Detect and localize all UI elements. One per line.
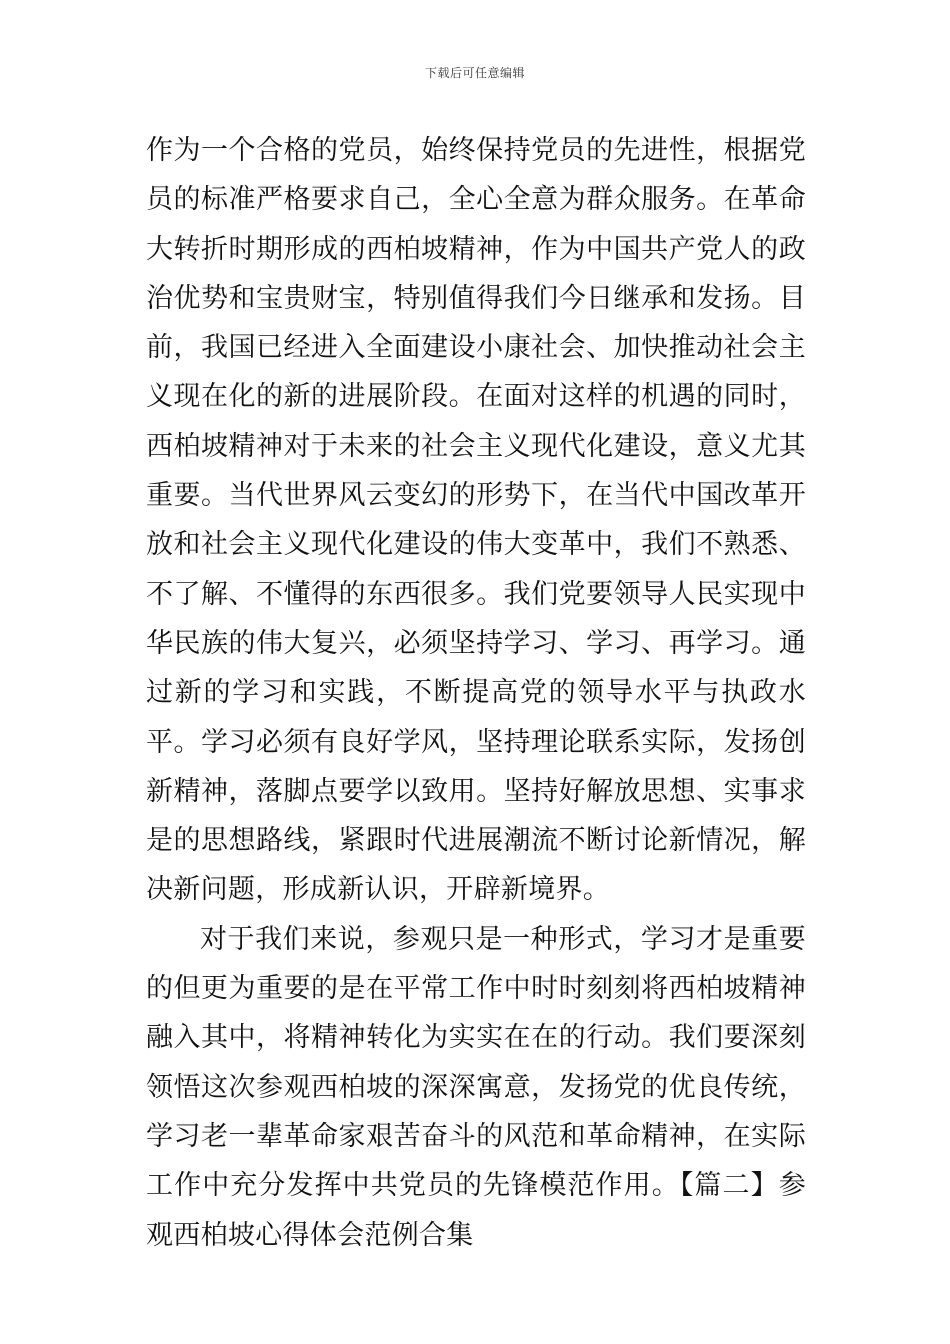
paragraph-2: 对于我们来说，参观只是一种形式，学习才是重要的但更为重要的是在平常工作中时时刻刻将西柏坡精神融入其中，将精神转化为实实在在的行动。我们要深刻领悟这次参观西柏坡的深深寓意，发扬党的优良传统，学习老一辈革命家艰苦奋斗的风范和革命精神，在实际工作中充分发挥中共党员的先锋模范作用。【篇二】参观西柏坡心得体会范例合集 [146, 923, 806, 1251]
page-header: 下载后可任意编辑 [424, 66, 525, 80]
paragraph-1: 作为一个合格的党员，始终保持党员的先进性，根据党员的标准严格要求自己，全心全意为群众服务。在革命大转折时期形成的西柏坡精神，作为中国共产党人的政治优势和宝贵财宝，特别值得我们今日继承和发扬。目前，我国已经进入全面建设小康社会、加快推动社会主义现在化的新的进展阶段。在面对这样的机遇的同时，西柏坡精神对于未来的社会主义现代化建设，意义尤其重要。当代世界风云变幻的形势下，在当代中国改革开放和社会主义现代化建设的伟大变革中，我们不熟悉、不了解、不懂得的东西很多。我们党要领导人民实现中华民族的伟大复兴，必须坚持学习、学习、再学习。通过新的学习和实践，不断提高党的领导水平与执政水平。学习必须有良好学风，坚持理论联系实际，发扬创新精神，落脚点要学以致用。坚持好解放思想、实事求是的思想路线，紧跟时代进展潮流不断讨论新情况，解决新问题，形成新认识，开辟新境界。 [146, 135, 806, 906]
document-body [146, 126, 806, 1260]
